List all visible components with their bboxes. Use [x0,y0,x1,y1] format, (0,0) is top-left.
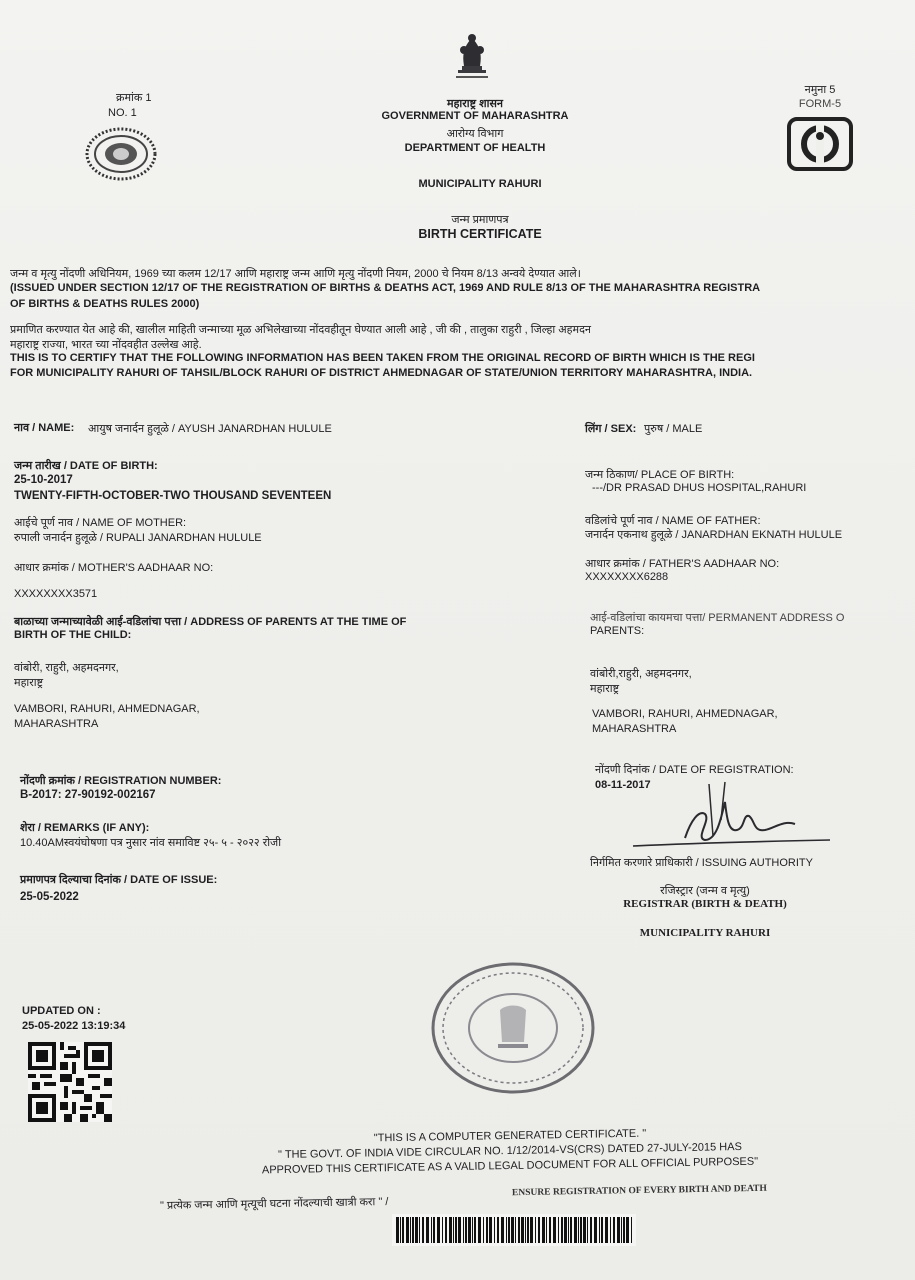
updated-value: 25-05-2022 13:19:34 [22,1020,126,1032]
father-value: जनार्दन एकनाथ हुलूळे / JANARDHAN EKNATH HULULE [585,529,843,541]
form-marathi: नमुना 5 [804,84,836,96]
name-label: नाव / NAME: [14,422,75,434]
mother-aadhaar-label: आधार क्रमांक / MOTHER'S AADHAAR NO: [14,562,214,574]
addr-perm-english-1: VAMBORI, RAHURI, AHMEDNAGAR, [592,708,778,720]
issue-date-value: 25-05-2022 [20,891,79,903]
maharashtra-seal-icon [84,126,158,182]
sex-label: लिंग / SEX: [585,423,637,435]
father-aadhaar-value: XXXXXXXX6288 [585,571,669,583]
crs-logo-icon [786,116,854,172]
national-emblem-icon [448,30,496,82]
dob-value: 25-10-2017 [14,474,73,486]
issued-under-english-1: (ISSUED UNDER SECTION 12/17 OF THE REGISTRATION OF BIRTHS & DEATHS ACT, 1969 AND RULE 8/13 OF THE MAHARASHTRA REGISTRA [10,282,761,294]
mother-label: आईचे पूर्ण नाव / NAME OF MOTHER: [14,517,187,529]
footer-line-4-marathi: " प्रत्येक जन्म आणि मृत्यूची घटना नोंदल्याची खात्री करा " / [159,1196,389,1212]
remarks-value: 10.40AMस्वयंघोषणा पत्र नुसार नांव समाविष्ट २५- ५ - २०२२ रोजी [20,837,282,849]
gov-english: GOVERNMENT OF MAHARASHTRA [381,110,569,122]
registrar-marathi: रजिस्ट्रार (जन्म व मृत्यु) [660,885,750,897]
addr-perm-english-2: MAHARASHTRA [592,723,677,735]
certify-marathi-2: महाराष्ट्र राज्या, भारत च्या नोंदवहीत उल्लेख आहे. [10,339,202,351]
name-value: आयुष जनार्दन हुलूळे / AYUSH JANARDHAN HULULE [88,423,332,435]
pob-value: ---/DR PRASAD DHUS HOSPITAL,RAHURI [592,482,807,494]
mother-aadhaar-value: XXXXXXXX3571 [14,588,98,600]
number-english: NO. 1 [108,107,137,119]
addr-birth-english-2: MAHARASHTRA [14,718,99,730]
footer-line-1: "THIS IS A COMPUTER GENERATED CERTIFICATE. " [373,1127,647,1145]
certify-english-1: THIS IS TO CERTIFY THAT THE FOLLOWING INFORMATION HAS BEEN TAKEN FROM THE ORIGINAL RECORD OF BIRTH WHICH IS THE REGI [10,352,755,364]
footer-line-2: " THE GOVT. OF INDIA VIDE CIRCULAR NO. 1/12/2014-VS(CRS) DATED 27-JULY-2015 HAS [278,1140,742,1162]
cert-title-english: BIRTH CERTIFICATE [418,227,542,241]
issued-under-marathi: जन्म व मृत्यु नोंदणी अधिनियम, 1969 च्या कलम 12/17 आणि महाराष्ट्र जन्म आणि मृत्यु नोंदणी नियम, 2000 चे नियम 8/13 अन्वये देण्यात आले। [10,268,581,280]
dept-marathi: आरोग्य विभाग [446,128,504,140]
authority-municipality: MUNICIPALITY RAHURI [639,927,771,939]
addr-birth-label-1: बाळाच्या जन्माच्यावेळी आई-वडिलांचा पत्ता / ADDRESS OF PARENTS AT THE TIME OF [14,616,407,628]
qr-code-icon [28,1042,112,1122]
addr-perm-marathi-1: वांबोरी,राहुरी, अहमदनगर, [590,668,692,680]
addr-birth-marathi-2: महाराष्ट्र [14,677,44,689]
municipality-header: MUNICIPALITY RAHURI [418,178,542,190]
barcode-icon [392,1214,636,1246]
addr-birth-label-2: BIRTH OF THE CHILD: [14,629,132,641]
issued-under-english-2: OF BIRTHS & DEATHS RULES 2000) [10,298,200,310]
cert-title-marathi: जन्म प्रमाणपत्र [451,214,509,226]
registrar-signature-icon [625,780,845,860]
dept-english: DEPARTMENT OF HEALTH [404,142,546,154]
reg-date-value: 08-11-2017 [595,779,651,791]
father-aadhaar-label: आधार क्रमांक / FATHER'S AADHAAR NO: [585,558,780,570]
form-english: FORM-5 [798,98,842,110]
addr-perm-marathi-2: महाराष्ट्र [590,683,620,695]
reg-no-value: B-2017: 27-90192-002167 [20,789,156,801]
addr-perm-label-2: PARENTS: [590,625,645,637]
issue-date-label: प्रमाणपत्र दिल्याचा दिनांक / DATE OF ISSUE: [20,874,218,886]
registrar-english: REGISTRAR (BIRTH & DEATH) [623,898,787,910]
remarks-label: शेरा / REMARKS (IF ANY): [20,822,150,834]
addr-birth-english-1: VAMBORI, RAHURI, AHMEDNAGAR, [14,703,200,715]
sex-value: पुरुष / MALE [644,423,703,435]
father-label: वडिलांचे पूर्ण नाव / NAME OF FATHER: [585,515,761,527]
official-round-stamp-icon [428,960,598,1096]
issuing-authority-label: निर्गमित करणारे प्राधिकारी / ISSUING AUTHORITY [590,857,813,869]
certify-english-2: FOR MUNICIPALITY RAHURI OF TAHSIL/BLOCK RAHURI OF DISTRICT AHMEDNAGAR OF STATE/UNION TERRITORY MAHARASHTRA, INDIA. [10,367,753,379]
reg-date-label: नोंदणी दिनांक / DATE OF REGISTRATION: [595,764,794,776]
reg-no-label: नोंदणी क्रमांक / REGISTRATION NUMBER: [20,775,222,787]
addr-perm-label-1: आई-वडिलांचा कायमचा पत्ता/ PERMANENT ADDRESS O [590,612,845,624]
certify-marathi-1: प्रमाणित करण्यात येत आहे की, खालील माहिती जन्माच्या मूळ अभिलेखाच्या नोंदवहीतून घेण्यात आली आहे , जी की , तालुका राहुरी , जिल्हा अहमदन [10,324,592,336]
footer-line-4-english: ENSURE REGISTRATION OF EVERY BIRTH AND DEATH [511,1183,767,1199]
number-marathi: क्रमांक 1 [116,92,152,104]
updated-label: UPDATED ON : [22,1005,101,1017]
footer-line-3: APPROVED THIS CERTIFICATE AS A VALID LEGAL DOCUMENT FOR ALL OFFICIAL PURPOSES" [261,1155,759,1177]
mother-value: रुपाली जनार्दन हुलूळे / RUPALI JANARDHAN HULULE [14,532,262,544]
pob-label: जन्म ठिकाण/ PLACE OF BIRTH: [585,469,735,481]
gov-marathi: महाराष्ट्र शासन [447,98,503,110]
addr-birth-marathi-1: वांबोरी, राहुरी, अहमदनगर, [14,662,119,674]
dob-label: जन्म तारीख / DATE OF BIRTH: [14,460,158,472]
dob-words: TWENTY-FIFTH-OCTOBER-TWO THOUSAND SEVENTEEN [14,490,332,502]
